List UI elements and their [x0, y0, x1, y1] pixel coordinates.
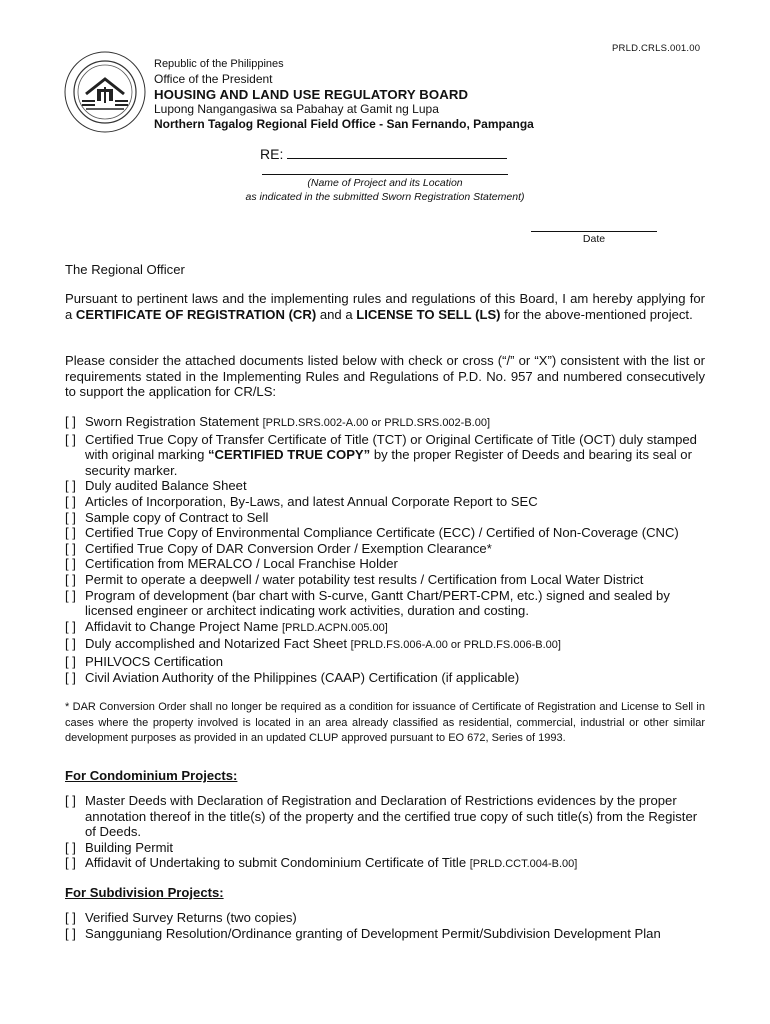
- requirements-list: [65, 414, 705, 685]
- checkbox[interactable]: [ ]: [65, 414, 76, 429]
- list-item: [ ] Duly audited Balance Sheet: [65, 478, 247, 494]
- checkbox[interactable]: [ ]: [65, 509, 76, 525]
- checkbox[interactable]: [ ]: [65, 669, 76, 685]
- republic-line: Republic of the Philippines: [154, 58, 284, 70]
- ls-term: LICENSE TO SELL (LS): [356, 306, 501, 322]
- condominium-heading: For Condominium Projects:: [65, 768, 238, 783]
- list-item: [ ] Certification from MERALCO / Local Franchise Holder: [65, 556, 398, 572]
- dar-footnote: * DAR Conversion Order shall no longer be required as a condition for issuance of Certificate of Registration and License to Sell in cases where the property involved is located in an area already classified as residential, commercial, industrial or other similar development purposes as provided in an updated CLUP approved pursuant to EO 672, Series of 1993.: [65, 701, 705, 744]
- cr-term: CERTIFICATE OF REGISTRATION (CR): [75, 306, 317, 322]
- list-item: [ ] Affidavit to Change Project Name [PRLD.ACPN.005.00]: [65, 618, 388, 634]
- re-label: RE:: [260, 146, 284, 162]
- checkbox[interactable]: [ ]: [65, 556, 76, 572]
- subdivision-list: [65, 910, 705, 941]
- list-item: [ ] Affidavit of Undertaking to submit Condominium Certificate of Title [PRLD.CCT.004-B.00]: [65, 855, 578, 871]
- checkbox[interactable]: [ ]: [65, 618, 76, 634]
- re-blank[interactable]: [287, 146, 507, 159]
- checkbox[interactable]: [ ]: [65, 493, 76, 509]
- checkbox[interactable]: [ ]: [65, 653, 76, 669]
- checkbox[interactable]: [ ]: [65, 793, 76, 808]
- office-line: Office of the President: [154, 72, 273, 86]
- list-item: [ ] Master Deeds with Declaration of Registration and Declaration of Restrictions evidences by the proper annotation thereof in the title(s) of the property and the certified true copy of such title(s) from the Register of Deeds.: [65, 793, 698, 840]
- checkbox[interactable]: [ ]: [65, 587, 76, 603]
- checkbox[interactable]: [ ]: [65, 855, 76, 871]
- list-item: [ ] Program of development (bar chart with S-curve, Gantt Chart/PERT-CPM, etc.) signed and sealed by licensed engineer or architect indicating work activities, duration and costing.: [65, 587, 670, 619]
- list-item: [ ] Sample copy of Contract to Sell: [65, 509, 269, 525]
- application-paragraph: Pursuant to pertinent laws and the implementing rules and regulations of this Board, I am hereby applying for a CERTIFICATE OF REGISTRATION (CR) and a LICENSE TO SELL (LS) for the above-mentioned project.: [65, 291, 705, 322]
- list-item: [ ] Sworn Registration Statement [PRLD.SRS.002-A.00 or PRLD.SRS.002-B.00]: [65, 414, 491, 429]
- project-name-blank[interactable]: [262, 174, 508, 175]
- checkbox[interactable]: [ ]: [65, 910, 76, 925]
- project-caption-line2: as indicated in the submitted Sworn Registration Statement): [245, 191, 525, 203]
- list-item: [ ] Duly accomplished and Notarized Fact Sheet [PRLD.FS.006-A.00 or PRLD.FS.006-B.00]: [65, 636, 561, 652]
- list-item: [ ] PHILVOCS Certification: [65, 653, 224, 669]
- checkbox[interactable]: [ ]: [65, 478, 76, 494]
- project-caption: [200, 176, 570, 204]
- checkbox[interactable]: [ ]: [65, 431, 76, 447]
- date-blank[interactable]: [531, 231, 657, 232]
- re-field: [260, 146, 507, 162]
- list-item: [ ] Certified True Copy of Transfer Certificate of Title (TCT) or Original Certificate of Title (OCT) duly stamped with original marking “CERTIFIED TRUE COPY” by the proper Register of Deeds and bearing its seal or security marker.: [65, 431, 697, 478]
- list-item: [ ] Civil Aviation Authority of the Philippines (CAAP) Certification (if applicable): [65, 669, 520, 685]
- date-label: Date: [582, 233, 606, 245]
- subdivision-heading: For Subdivision Projects:: [65, 885, 224, 900]
- condominium-list: [65, 793, 705, 873]
- list-item: [ ] Certified True Copy of Environmental Compliance Certificate (ECC) / Certified of Non-Coverage (CNC): [65, 525, 679, 541]
- list-item: [ ] Articles of Incorporation, By-Laws, and latest Annual Corporate Report to SEC: [65, 493, 538, 509]
- checkbox[interactable]: [ ]: [65, 636, 76, 652]
- agency-name: HOUSING AND LAND USE REGULATORY BOARD: [154, 87, 469, 102]
- hlurb-seal-logo: [64, 51, 146, 133]
- list-item: [ ] Permit to operate a deepwell / water potability test results / Certification from Local Water District: [65, 571, 644, 587]
- salutation: The Regional Officer: [65, 262, 185, 277]
- tagalog-name: Lupong Nangangasiwa sa Pabahay at Gamit ng Lupa: [154, 102, 439, 116]
- document-code: PRLD.CRLS.001.00: [612, 43, 701, 54]
- list-item: [ ] Verified Survey Returns (two copies): [65, 910, 297, 925]
- checkbox[interactable]: [ ]: [65, 839, 76, 855]
- checkbox[interactable]: [ ]: [65, 571, 76, 587]
- checkbox[interactable]: [ ]: [65, 925, 76, 941]
- project-caption-line1: (Name of Project and its Location: [307, 177, 463, 189]
- list-item: [ ] Building Permit: [65, 839, 174, 855]
- letterhead: [154, 57, 534, 132]
- list-item: [ ] Certified True Copy of DAR Conversion Order / Exemption Clearance*: [65, 540, 492, 556]
- checkbox[interactable]: [ ]: [65, 540, 76, 556]
- regional-office: Northern Tagalog Regional Field Office - San Fernando, Pampanga: [154, 117, 534, 131]
- list-item: [ ] Sangguniang Resolution/Ordinance granting of Development Permit/Subdivision Development Plan: [65, 925, 661, 941]
- checkbox[interactable]: [ ]: [65, 525, 76, 541]
- instructions-paragraph: Please consider the attached documents listed below with check or cross (“/” or “X”) consistent with the list or requirements stated in the Implementing Rules and Regulations of P.D. No. 957 and numbered consecutively to support the application for CR/LS:: [65, 353, 705, 400]
